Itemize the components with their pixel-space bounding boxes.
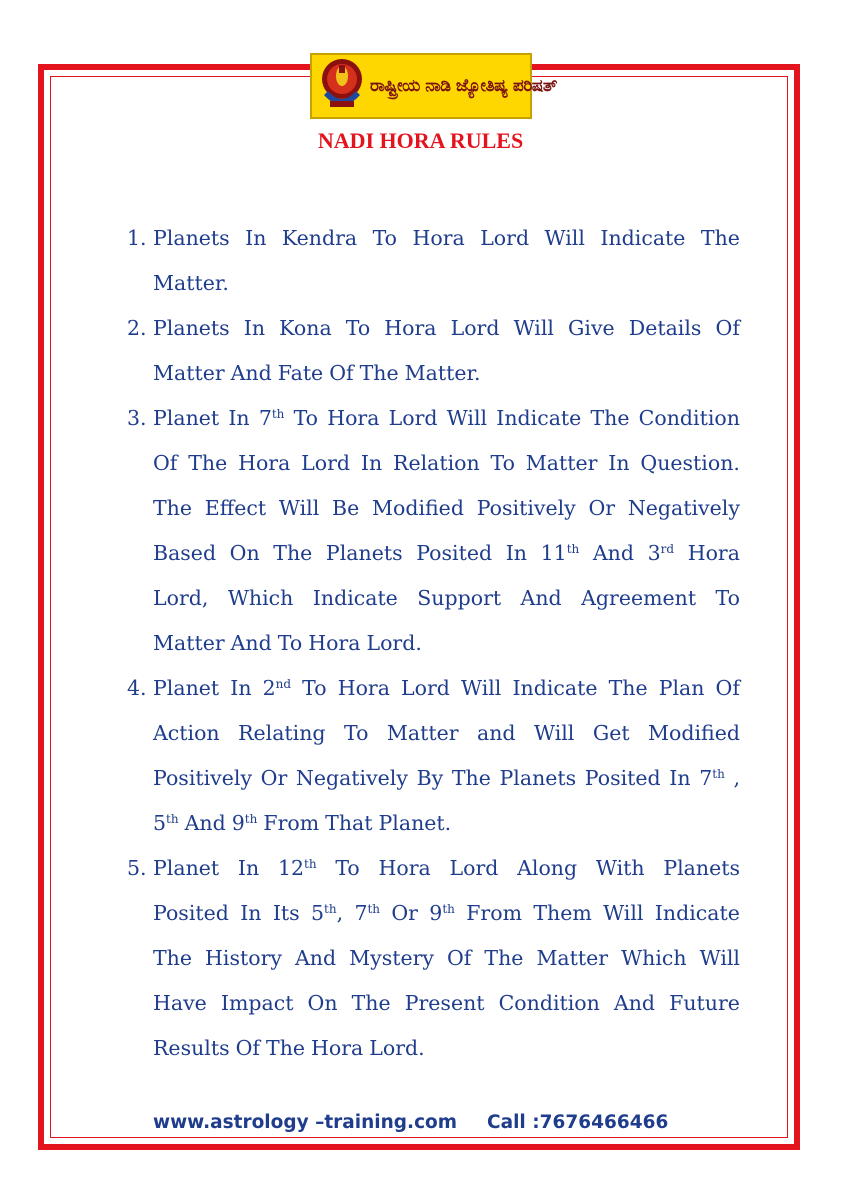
phone-number[interactable]: Call :7676466466 <box>487 1112 669 1133</box>
word: Them <box>533 901 592 925</box>
word: Planet <box>153 856 220 880</box>
word: To <box>372 226 398 250</box>
word: Negatively <box>627 496 740 520</box>
word: Lord <box>450 316 500 340</box>
word: Hora <box>238 451 291 475</box>
word: The <box>700 226 740 250</box>
rule-text-line <box>153 486 740 531</box>
word: Will <box>603 901 644 925</box>
word: Lord <box>480 226 530 250</box>
word: And <box>184 811 226 835</box>
word: Matter. <box>404 361 481 385</box>
word: Planets <box>663 856 740 880</box>
word: Relation <box>393 451 480 475</box>
word: Positively <box>153 766 253 790</box>
word: To <box>335 856 360 880</box>
word: History <box>205 946 282 970</box>
word: Fate <box>277 361 324 385</box>
word: To <box>490 451 515 475</box>
word: Its <box>272 901 300 925</box>
emblem-icon <box>318 55 366 117</box>
word: Which <box>227 586 294 610</box>
word: On <box>307 991 338 1015</box>
word: Effect <box>204 496 267 520</box>
word: The <box>484 946 524 970</box>
word: Plan <box>658 676 705 700</box>
word: Hora <box>687 541 740 565</box>
word: Lord. <box>366 631 422 655</box>
rule-number: 5. <box>127 856 147 880</box>
word: Hora <box>308 631 361 655</box>
word: Of <box>446 946 472 970</box>
word: In <box>608 451 630 475</box>
word: Hora <box>412 226 465 250</box>
word: Planet <box>153 406 220 430</box>
word: Details <box>628 316 702 340</box>
word: In <box>228 406 250 430</box>
rule-text-line <box>153 981 740 1026</box>
word: 7th <box>258 406 285 430</box>
word: Hora <box>311 1036 364 1060</box>
word: Agreement <box>581 586 697 610</box>
word: Planets <box>499 766 577 790</box>
logo-text: ರಾಷ್ಟ್ರೀಯ ನಾಡಿ ಜ್ಯೋತಿಷ್ಯ ಪರಿಷತ್ <box>370 76 557 96</box>
rule-text-line <box>153 711 740 756</box>
word: Present <box>404 991 485 1015</box>
word: Planets <box>153 226 230 250</box>
word: 7th <box>699 766 725 790</box>
word: Planets <box>325 541 403 565</box>
word: Lord <box>401 676 450 700</box>
word: Indicate <box>496 406 582 430</box>
word: Lord <box>449 856 499 880</box>
word: Matter. <box>153 271 229 295</box>
rule-text-line <box>153 261 740 306</box>
word: Impact <box>220 991 294 1015</box>
word: Lord, <box>153 586 209 610</box>
word: Of <box>329 361 354 385</box>
word: Posited <box>584 766 661 790</box>
rule-text-line <box>153 891 740 936</box>
word: Relating <box>238 721 326 745</box>
word: 5th <box>153 811 179 835</box>
word: And <box>294 946 337 970</box>
word: 3rd <box>647 541 675 565</box>
word: Matter <box>386 721 459 745</box>
word: The <box>351 991 391 1015</box>
word: Be <box>332 496 360 520</box>
word: Support <box>417 586 502 610</box>
word: 11th <box>540 541 580 565</box>
word: Hora <box>337 676 390 700</box>
word: The <box>451 766 491 790</box>
word: Matter <box>153 631 225 655</box>
word: Modified <box>372 496 464 520</box>
word: , <box>733 766 740 790</box>
word: Lord <box>388 406 438 430</box>
word: The <box>359 361 399 385</box>
word: Matter <box>525 451 598 475</box>
word: The <box>273 541 313 565</box>
rule-number: 4. <box>127 676 147 700</box>
word: To <box>715 586 740 610</box>
word: Will <box>699 946 740 970</box>
word: Or <box>588 496 616 520</box>
word: The <box>608 676 648 700</box>
word: And <box>230 631 272 655</box>
word: The <box>153 496 193 520</box>
word: Will <box>278 496 320 520</box>
word: 5th, <box>310 901 344 925</box>
rule-number: 1. <box>127 226 147 250</box>
word: Of <box>715 316 740 340</box>
word: From <box>263 811 320 835</box>
word: The <box>590 406 630 430</box>
word: In <box>245 226 267 250</box>
word: To <box>302 676 327 700</box>
rule-text-line <box>153 666 740 711</box>
word: Kona <box>279 316 332 340</box>
word: 7th <box>354 901 381 925</box>
word: In <box>360 451 383 475</box>
word: And <box>592 541 635 565</box>
word: Give <box>568 316 615 340</box>
word: Planets <box>153 316 230 340</box>
rule-text-line <box>153 576 740 621</box>
rule-text-line <box>153 351 740 396</box>
word: Planet <box>153 676 220 700</box>
word: Condition <box>498 991 600 1015</box>
word: Or <box>391 901 418 925</box>
word: In <box>669 766 691 790</box>
word: Matter <box>536 946 609 970</box>
word: Have <box>153 991 207 1015</box>
word: Posited <box>153 901 229 925</box>
word: To <box>344 721 369 745</box>
rule-number: 2. <box>127 316 147 340</box>
word: In <box>505 541 527 565</box>
word: The <box>153 946 193 970</box>
word: Mystery <box>349 946 434 970</box>
rule-text-line <box>153 216 740 261</box>
word: Which <box>621 946 687 970</box>
word: Matter <box>153 361 225 385</box>
rule-text-line <box>153 441 740 486</box>
word: To <box>345 316 371 340</box>
rule-text-line <box>153 846 740 891</box>
word: Positively <box>476 496 576 520</box>
word: By <box>416 766 444 790</box>
word: Hora <box>327 406 380 430</box>
word: With <box>595 856 645 880</box>
word: 12th <box>277 856 317 880</box>
word: To <box>293 406 319 430</box>
organization-logo <box>310 53 557 119</box>
word: Condition <box>638 406 740 430</box>
rule-number: 3. <box>127 406 147 430</box>
word: Will <box>513 316 554 340</box>
word: On <box>229 541 260 565</box>
footer <box>153 1112 668 1133</box>
word: Hora <box>384 316 437 340</box>
word: Of <box>153 451 178 475</box>
word: Get <box>592 721 630 745</box>
word: Question. <box>640 451 740 475</box>
word: In <box>240 901 262 925</box>
rule-text-line <box>153 936 740 981</box>
word: Posited <box>416 541 493 565</box>
word: The <box>188 451 228 475</box>
word: Of <box>715 676 740 700</box>
word: Indicate <box>600 226 686 250</box>
word: Indicate <box>312 586 398 610</box>
word: Action <box>153 721 220 745</box>
word: And <box>230 361 272 385</box>
word: Lord. <box>369 1036 425 1060</box>
word: Indicate <box>512 676 598 700</box>
word: 9th <box>231 811 258 835</box>
word: Planet. <box>378 811 452 835</box>
rule-text-line <box>153 801 740 846</box>
rule-text-line <box>153 1026 740 1071</box>
word: Or <box>260 766 288 790</box>
word: To <box>277 631 303 655</box>
word: Will <box>533 721 575 745</box>
word: Modified <box>648 721 740 745</box>
word: Hora <box>378 856 431 880</box>
word: Negatively <box>295 766 408 790</box>
word: Indicate <box>654 901 740 925</box>
word: Will <box>544 226 585 250</box>
word: Results <box>153 1036 230 1060</box>
word: Will <box>446 406 488 430</box>
word: 2nd <box>262 676 292 700</box>
word: And <box>613 991 656 1015</box>
rule-text-line <box>153 756 740 801</box>
word: That <box>325 811 373 835</box>
word: In <box>243 316 266 340</box>
rule-text-line <box>153 306 740 351</box>
word: and <box>476 721 516 745</box>
rule-text-line <box>153 621 740 666</box>
word: Kendra <box>281 226 358 250</box>
word: From <box>466 901 523 925</box>
word: Future <box>669 991 740 1015</box>
rule-text-line <box>153 531 740 576</box>
page-title: NADI HORA RULES <box>317 128 524 153</box>
word: The <box>266 1036 306 1060</box>
word: Will <box>460 676 502 700</box>
word: Along <box>517 856 578 880</box>
website-link[interactable]: www.astrology –training.com <box>153 1112 458 1133</box>
word: Based <box>153 541 217 565</box>
word: Of <box>235 1036 261 1060</box>
word: And <box>520 586 562 610</box>
word: Lord <box>301 451 351 475</box>
word: In <box>230 676 252 700</box>
word: In <box>237 856 260 880</box>
rule-text-line <box>153 396 740 441</box>
word: 9th <box>429 901 455 925</box>
